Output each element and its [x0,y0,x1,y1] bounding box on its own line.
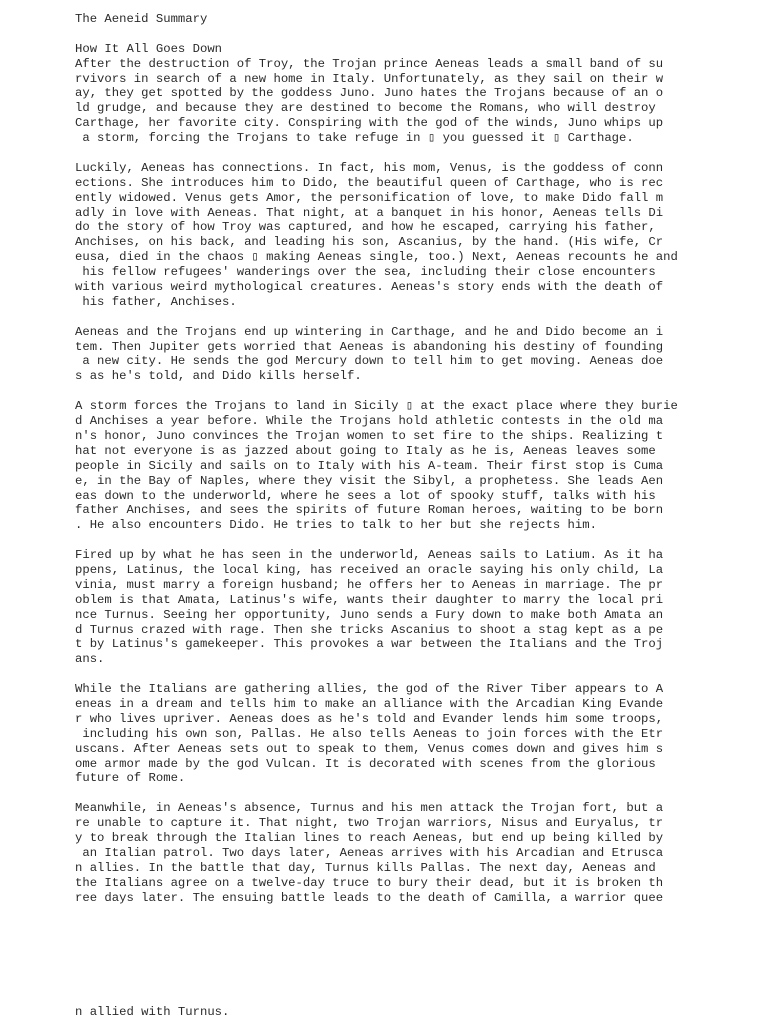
text-line: n allies. In the battle that day, Turnus kills Pallas. The next day, Aeneas and [75,860,656,875]
trailing-text-line: n allied with Turnus. [75,1005,230,1019]
text-line: ppens, Latinus, the local king, has received an oracle saying his only child, La [75,562,664,577]
document-page [75,12,695,920]
text-line: with various weird mythological creatures. Aeneas's story ends with the death of [75,280,664,295]
text-line: a storm, forcing the Trojans to take refuge in ▯ you guessed it ▯ Carthage. [75,131,634,146]
text-line: adly in love with Aeneas. That night, at a banquet in his honor, Aeneas tells Di [75,205,664,220]
text-line: While the Italians are gathering allies, the god of the River Tiber appears to A [75,682,664,697]
paragraph [75,57,695,146]
text-line: people in Sicily and sails on to Italy with his A-team. Their first stop is Cuma [75,458,664,473]
text-line: eas down to the underworld, where he sees a lot of spooky stuff, talks with his [75,488,656,503]
text-line: his fellow refugees' wanderings over the sea, including their close encounters [75,265,656,280]
text-line: A storm forces the Trojans to land in Sicily ▯ at the exact place where they burie [75,399,678,414]
text-line: e, in the Bay of Naples, where they visit the Sibyl, a prophetess. She leads Aen [75,473,664,488]
title-spacer [75,27,695,42]
text-line: uscans. After Aeneas sets out to speak to them, Venus comes down and gives him s [75,741,664,756]
text-line: Anchises, on his back, and leading his son, Ascanius, by the hand. (His wife, Cr [75,235,664,250]
text-line: ections. She introduces him to Dido, the beautiful queen of Carthage, who is rec [75,175,664,190]
text-line: ree days later. The ensuing battle leads to the death of Camilla, a warrior quee [75,890,664,905]
section-heading: How It All Goes Down [75,41,223,56]
text-line: re unable to capture it. That night, two Trojan warriors, Nisus and Euryalus, tr [75,816,664,831]
paragraph [75,161,695,310]
text-line: d Turnus crazed with rage. Then she tricks Ascanius to shoot a stag kept as a pe [75,622,664,637]
text-line: y to break through the Italian lines to reach Aeneas, but end up being killed by [75,830,664,845]
document-title: The Aeneid Summary [75,12,208,26]
text-line: t by Latinus's gamekeeper. This provokes a war between the Italians and the Troj [75,637,664,652]
paragraph-list [75,57,695,906]
text-line: r who lives upriver. Aeneas does as he's told and Evander lends him some troops, [75,711,664,726]
paragraph [75,682,695,786]
text-line: including his own son, Pallas. He also tells Aeneas to join forces with the Etr [75,726,664,741]
text-line: oblem is that Amata, Latinus's wife, wants their daughter to marry the local pri [75,592,664,607]
text-line: n's honor, Juno convinces the Trojan women to set fire to the ships. Realizing t [75,428,664,443]
text-line: . He also encounters Dido. He tries to talk to her but she rejects him. [75,518,597,533]
paragraph [75,399,695,533]
text-line: nce Turnus. Seeing her opportunity, Juno sends a Fury down to make both Amata an [75,607,664,622]
text-line: an Italian patrol. Two days later, Aeneas arrives with his Arcadian and Etrusca [75,845,664,860]
paragraph [75,325,695,385]
text-line: ently widowed. Venus gets Amor, the personification of love, to make Dido fall m [75,190,664,205]
text-line: ans. [75,652,105,667]
text-line: tem. Then Jupiter gets worried that Aeneas is abandoning his destiny of founding [75,339,664,354]
text-line: After the destruction of Troy, the Trojan prince Aeneas leads a small band of su [75,56,664,71]
text-line: the Italians agree on a twelve-day truce to bury their dead, but it is broken th [75,875,664,890]
text-line: eneas in a dream and tells him to make an alliance with the Arcadian King Evande [75,696,664,711]
text-line: a new city. He sends the god Mercury down to tell him to get moving. Aeneas doe [75,354,664,369]
text-line: Fired up by what he has seen in the underworld, Aeneas sails to Latium. As it ha [75,548,664,563]
text-line: his father, Anchises. [75,294,237,309]
paragraph [75,548,695,667]
text-line: Carthage, her favorite city. Conspiring with the god of the winds, Juno whips up [75,116,664,131]
text-line: ay, they get spotted by the goddess Juno. Juno hates the Trojans because of an o [75,86,664,101]
text-line: ld grudge, and because they are destined to become the Romans, who will destroy [75,101,656,116]
text-line: vinia, must marry a foreign husband; he offers her to Aeneas in marriage. The pr [75,577,664,592]
text-line: father Anchises, and sees the spirits of future Roman heroes, waiting to be born [75,503,664,518]
paragraph [75,801,695,905]
text-line: do the story of how Troy was captured, and how he escaped, carrying his father, [75,220,656,235]
text-line: rvivors in search of a new home in Italy. Unfortunately, as they sail on their w [75,71,664,86]
text-line: d Anchises a year before. While the Trojans hold athletic contests in the old ma [75,414,664,429]
text-line: future of Rome. [75,771,186,786]
text-line: s as he's told, and Dido kills herself. [75,369,362,384]
text-line: ome armor made by the god Vulcan. It is decorated with scenes from the glorious [75,756,656,771]
text-line: Luckily, Aeneas has connections. In fact, his mom, Venus, is the goddess of conn [75,160,664,175]
text-line: eusa, died in the chaos ▯ making Aeneas single, too.) Next, Aeneas recounts he and [75,250,678,265]
text-line: hat not everyone is as jazzed about going to Italy as he is, Aeneas leaves some [75,443,656,458]
text-line: Meanwhile, in Aeneas's absence, Turnus and his men attack the Trojan fort, but a [75,801,664,816]
text-line: Aeneas and the Trojans end up wintering in Carthage, and he and Dido become an i [75,324,664,339]
